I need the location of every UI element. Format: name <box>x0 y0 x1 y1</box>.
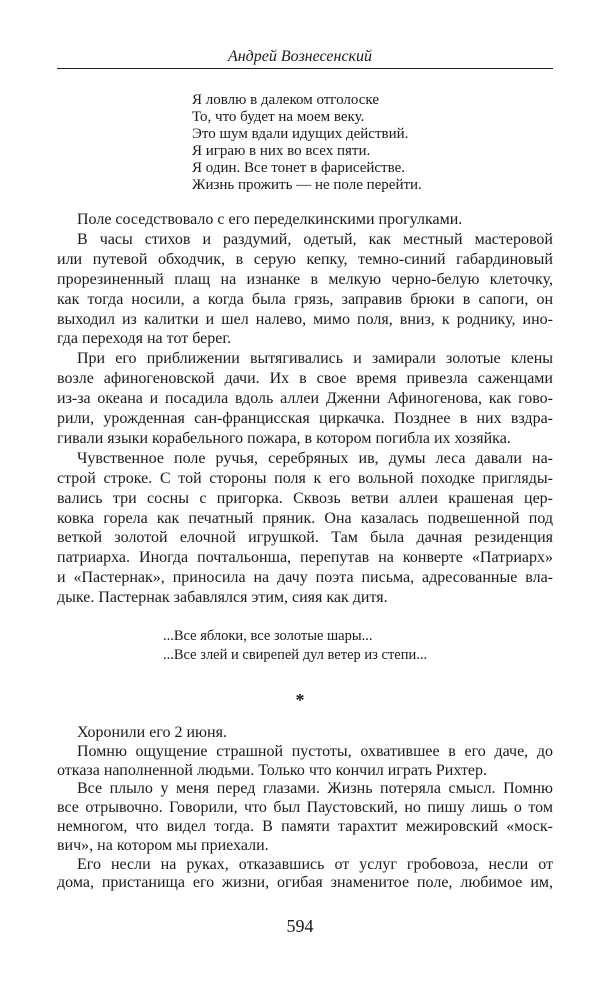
paragraph-line: патриарха. Иногда почтальонша, перепутав на конверте «Патриарх» <box>57 549 553 567</box>
paragraph-line: прорезиненный плащ на изнанке в мелкую черно-белую клеточку, <box>57 270 553 288</box>
paragraph-line: Поле соседствовало с его переделкинскими прогулками. <box>77 211 463 228</box>
paragraph-line: Хоронили его 2 июня. <box>77 724 227 741</box>
header-rule <box>57 68 553 69</box>
poem-line: То, что будет на моем веку. <box>192 109 365 125</box>
paragraph-line: Все плыло у меня перед глазами. Жизнь потеряла смысл. Помню <box>77 780 553 798</box>
poem-line: Я один. Все тонет в фарисействе. <box>192 160 405 176</box>
paragraph-line: строй строке. С той стороны поля к его вольной походке пригляды- <box>57 469 553 487</box>
paragraph-line: дома, пристанища его жизни, огибая знаменитое поле, любимое им, <box>57 874 553 892</box>
quote-line: ...Все яблоки, все золотые шары... <box>163 628 373 644</box>
poem-line: Я играю в них во всех пяти. <box>192 143 371 159</box>
paragraph-line: вались три сосны с пригорка. Сквозь ветви аллеи крашеная цер- <box>57 489 553 507</box>
paragraph-line: из-за океана и посадила вдоль аллеи Дженни Афиногенова, как гово- <box>57 390 553 408</box>
page-number: 594 <box>286 916 314 936</box>
running-header: Андрей Вознесенский <box>227 48 373 65</box>
paragraph-line: веткой золотой елочной игрушкой. Там была дачная резиденция <box>57 529 553 547</box>
paragraph-line: гда переходя на тот берег. <box>57 330 232 348</box>
paragraph-line: Помню ощущение страшной пустоты, охватившее в его даче, до <box>77 742 553 760</box>
paragraph-line: ковка горела как печатный пряник. Она казалась подвешенной под <box>57 509 553 527</box>
paragraph-line: как тогда носили, а когда была грязь, заправив брюки в сапоги, он <box>57 290 553 308</box>
paragraph-line: Чувственное поле ручья, серебряных ив, думы леса давали на- <box>77 449 553 467</box>
poem-line: Жизнь прожить — не поле перейти. <box>192 177 422 193</box>
paragraph-line: или путевой обходчик, в серую кепку, темно-синий габардиновый <box>57 250 553 268</box>
paragraph-line: При его приближении вытягивались и замирали золотые клены <box>77 350 553 368</box>
paragraph-line: все отрывочно. Говорили, что был Паустовский, но пишу лишь о том <box>57 799 553 817</box>
paragraph-line: В часы стихов и раздумий, одетый, как местный мастеровой <box>77 230 553 248</box>
section-separator: * <box>295 690 305 710</box>
paragraph-line: рили, урожденная сан-францисская циркачка. Позднее в них вздра- <box>57 410 553 427</box>
paragraph-line: возле афиногеновской дачи. Их в свое время привезла саженцами <box>57 370 553 388</box>
paragraph-line: выходил из калитки и шел налево, мимо поля, вниз, к роднику, ино- <box>57 310 553 328</box>
paragraph-line: отказа наполненной людьми. Только что кончил играть Рихтер. <box>57 761 488 779</box>
poem-line: Я ловлю в далеком отголоске <box>192 92 379 108</box>
quote-line: ...Все злей и свирепей дул ветер из степи... <box>163 646 428 663</box>
paragraph-line: гивали языки корабельного пожара, в котором погибла их хозяйка. <box>57 429 511 447</box>
paragraph-line: и «Пастернак», приносила на дачу поэта письма, адресованные вла- <box>57 569 553 587</box>
paragraph-line: Его несли на руках, отказавшись от услуг гробовоза, несли от <box>77 855 553 873</box>
paragraph-line: вич», на котором мы приехали. <box>57 836 269 854</box>
paragraph-line: дыке. Пастернак забавлялся этим, сияя как дитя. <box>57 589 388 607</box>
paragraph-line: немногом, что видел тогда. В памяти тарахтит межировский «моск- <box>57 818 553 835</box>
poem-line: Это шум вдали идущих действий. <box>192 126 409 142</box>
